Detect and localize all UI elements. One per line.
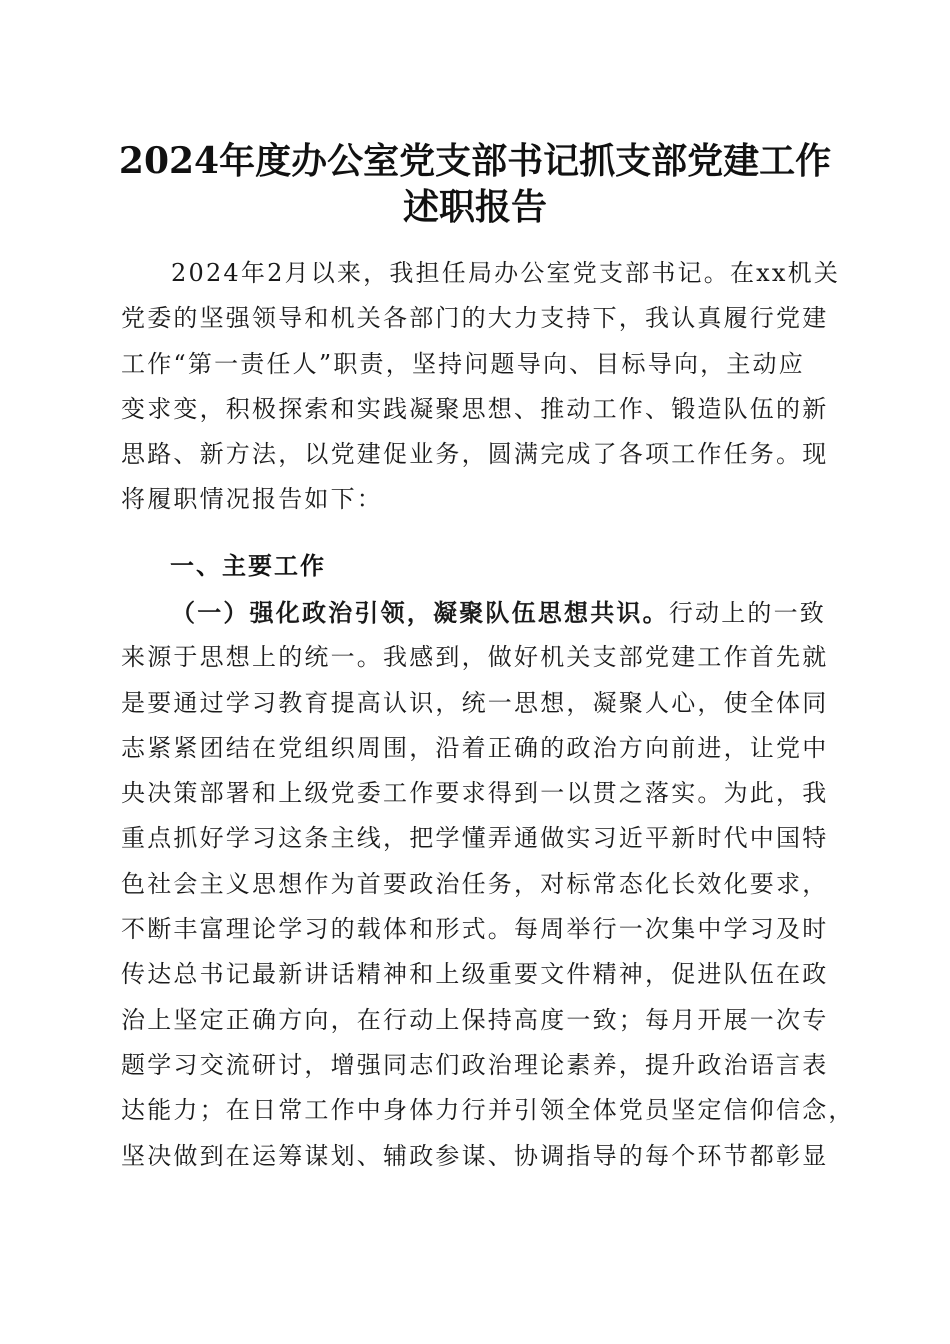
subsection-line: 治上坚定正确方向，在行动上保持高度一致；每月开展一次专 [121, 1005, 829, 1034]
document-title-line-2: 述职报告 [402, 186, 547, 228]
subsection-first-line [121, 590, 831, 635]
subsection-line: 来源于思想上的统一。我感到，做好机关支部党建工作首先就 [121, 643, 829, 672]
subsection-line: 色社会主义思想作为首要政治任务，对标常态化长效化要求， [121, 869, 829, 898]
subsection-line: 坚决做到在运筹谋划、辅政参谋、协调指导的每个环节都彰显 [121, 1141, 829, 1170]
subsection-line: 达能力；在日常工作中身体力行并引领全体党员坚定信仰信念， [121, 1096, 855, 1125]
subsection-heading: （一）强化政治引领，凝聚队伍思想共识。 [171, 598, 669, 627]
subsection-line: 行动上的一致 [668, 599, 827, 627]
subsection-line: 是要通过学习教育提高认识，统一思想，凝聚人心，使全体同 [121, 688, 829, 717]
intro-line: 将履职情况报告如下： [121, 485, 383, 514]
intro-line: 2024年2月以来，我担任局办公室党支部书记。在xx机关 [171, 259, 841, 287]
subsection-line: 重点抓好学习这条主线，把学懂弄通做实习近平新时代中国特 [121, 824, 829, 853]
intro-paragraph [121, 251, 841, 523]
subsection-line: 题学习交流研讨，增强同志们政治理论素养，提升政治语言表 [121, 1050, 829, 1079]
subsection-line: 央决策部署和上级党委工作要求得到一以贯之落实。为此，我 [121, 779, 829, 808]
subsection-paragraph [121, 590, 855, 1179]
intro-line: 工作“第一责任人”职责，坚持问题导向、目标导向，主动应 [121, 349, 805, 378]
section-heading: 一、主要工作 [170, 552, 326, 580]
intro-line: 党委的坚强领导和机关各部门的大力支持下，我认真履行党建 [121, 304, 829, 333]
subsection-line: 传达总书记最新讲话精神和上级重要文件精神，促进队伍在政 [121, 960, 829, 989]
intro-line: 思路、新方法，以党建促业务，圆满完成了各项工作任务。现 [121, 440, 829, 469]
subsection-line: 不断丰富理论学习的载体和形式。每周举行一次集中学习及时 [121, 915, 829, 944]
intro-line: 变求变，积极探索和实践凝聚思想、推动工作、锻造队伍的新 [121, 394, 829, 423]
subsection-line: 志紧紧团结在党组织周围，沿着正确的政治方向前进，让党中 [121, 733, 829, 762]
document-title-line-1: 2024年度办公室党支部书记抓支部党建工作 [118, 140, 832, 182]
